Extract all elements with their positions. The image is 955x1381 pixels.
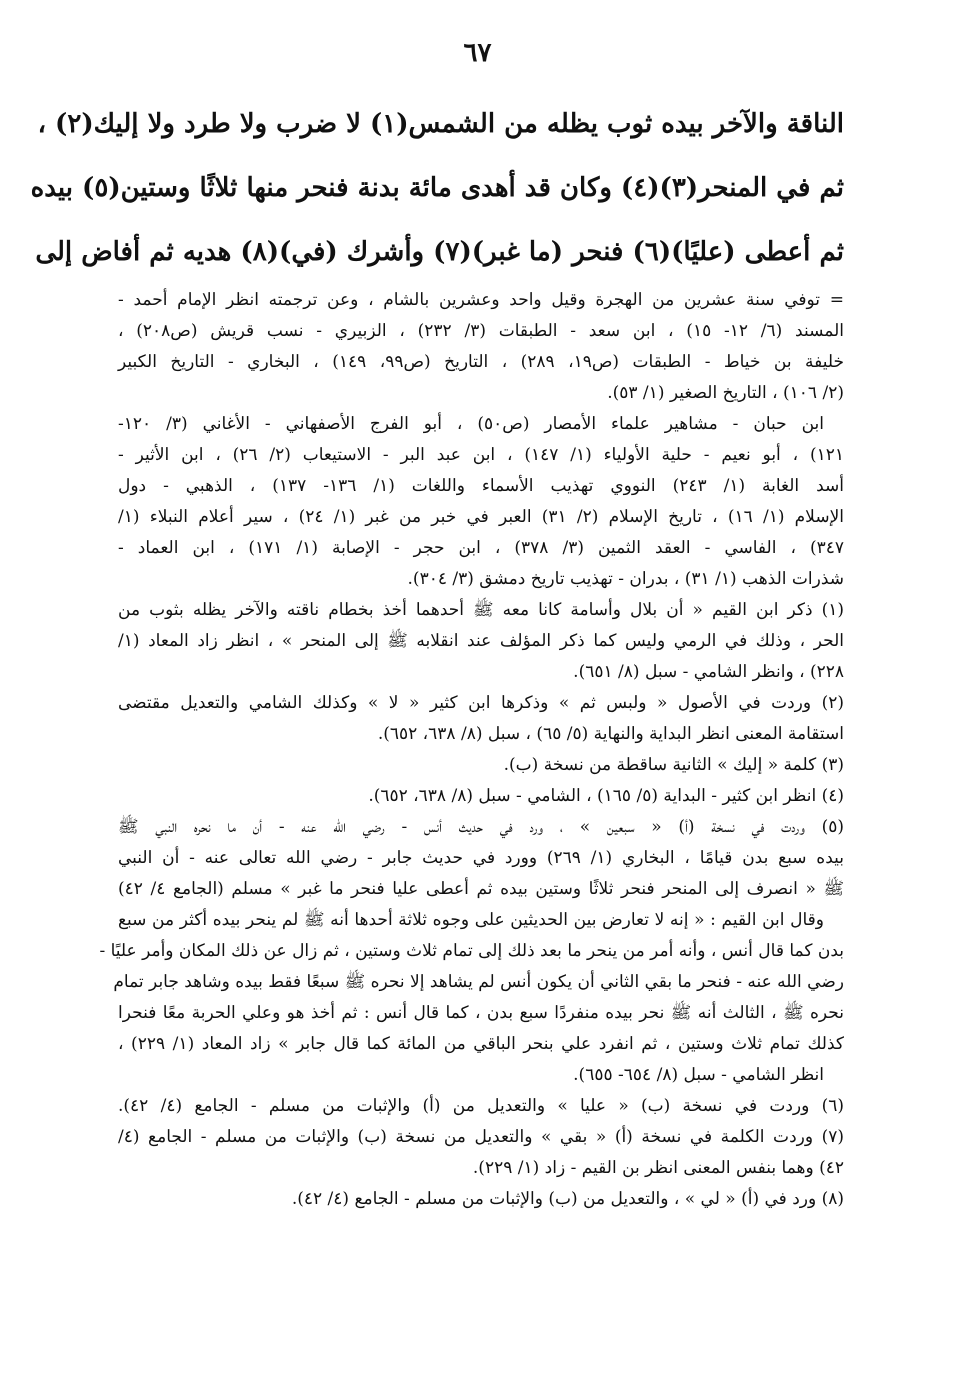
footnote-line: ٤٢) وهما بنفس المعنى انظر بن القيم - زاد (١/ ٢٢٩). [472, 1158, 844, 1178]
footnote-line: انظر الشامي - سبل (٨/ ٦٥٤- ٦٥٥). [573, 1065, 824, 1085]
footnotes [99, 285, 845, 1215]
footnote-line: (٧) وردت الكلمة في نسخة (أ) « بقي » والتعديل من نسخة (ب) والإثبات من مسلم - الجامع (٤/ [118, 1127, 844, 1147]
main-text-line: الناقة والآخر بيده ثوب يظله من الشمس(١) لا ضرب ولا طرد ولا إليك(٢) ، [37, 109, 844, 139]
footnote-line: ﷺ « انصرف إلى المنحر فنحر ثلاثًا وستين بيده ثم أعطى عليا فنحر ما غبر » مسلم (الجامع ٤/ ٤٢) [118, 879, 844, 899]
footnote-line: (٥) وردت في نسخة (أ) « سبعين » ، ورد في حديث أنس - رضي الله عنه - أن ما نحره النبي ﷺ [118, 817, 844, 837]
footnote-line: خليفة بن خياط - الطبقات (ص١٩، ٢٨٩) ، التاريخ (ص٩٩، ١٤٩) ، البخاري - التاريخ الكبير [118, 352, 844, 372]
footnote-line: بدن كما قال أنس ، وأنه أمر من ينحر ما بعد ذلك إلى تمام ثلاث وستين ، ثم زال عن ذلك المكان وأمر عليًا - [99, 941, 844, 961]
page-number: ٦٧ [463, 38, 492, 68]
footnote-line: كذلك تمام ثلاث وستين ، ثم انفرد علي بنحر الباقي من المائة كما قال جابر » زاد المعاد (١/ ٢٢٩) ، [118, 1034, 844, 1054]
footnote-line: استقامة المعنى انظر البداية والنهاية (٥/ ٦٥) ، سبل (٨/ ٦٣٨، ٦٥٢). [377, 724, 844, 744]
footnote-line: = توفي سنة عشرين من الهجرة وقيل واحد وعشرين بالشام ، وعن ترجمته انظر الإمام أحمد - [118, 290, 844, 310]
footnote-line: ١٢١) ، أبو نعيم - حلية الأولياء (١/ ١٤٧) ، ابن عبد البر - الاستيعاب (٢/ ٢٦) ، ابن الأثير - [118, 445, 844, 465]
footnote-line: (٦) وردت في نسخة (ب) « عليا » والتعديل من (أ) والإثبات من مسلم - الجامع (٤/ ٤٢). [118, 1096, 845, 1116]
footnote-line: (٤) انظر ابن كثير - البداية (٥/ ١٦٥) ، الشامي - سبل (٨/ ٦٣٨، ٦٥٢). [368, 786, 844, 806]
footnote-line: الإسلام (١/ ١٦) ، تاريخ الإسلام (٢/ ٣١) العبر في خبر من غبر (١/ ٢٤) ، سير أعلام النبلاء (١/ [118, 507, 844, 527]
main-text-line: ثم في المنحر(٣)(٤) وكان قد أهدى مائة بدنة فنحر منها ثلاثًا وستين(٥) بيده [30, 173, 844, 203]
footnote-line: نحره ﷺ ، الثالث أنه ﷺ نحر بيده منفردًا سبع بدن ، كما قال أنس : ثم أخذ هو وعلي الحربة معًا فنحرا [118, 1003, 844, 1023]
footnote-line: الحر ، وذلك في الرمي وليس كما ذكر المؤلف عند انقلابه ﷺ إلى المنحر » ، انظر زاد المعاد (١/ [118, 631, 844, 651]
footnote-line: شذرات الذهب (١/ ٣١) ، بدران - تهذيب تاريخ دمشق (٣/ ٣٠٤). [407, 569, 844, 589]
footnote-line: رضي الله عنه - فنحر ما بقي الثاني أن يكون أنس لم يشاهد إلا نحره ﷺ سبعًا فقط بيده وشاهد جابر تمام [113, 972, 844, 992]
footnote-line: (١) ذكر ابن القيم « أن بلال وأسامة كانا معه ﷺ أحدهما أخذ بخطام ناقته والآخر يظله بثوب من [118, 600, 844, 620]
footnote-line: بيده سبع بدن قيامًا ، البخاري (١/ ٢٦٩) وورد في حديث جابر - رضي الله تعالى عنه - أن النبي [118, 848, 844, 868]
main-text [30, 92, 844, 284]
footnote-line: ٢٢٨) ، وانظر الشامي - سبل (٨/ ٦٥١). [573, 662, 844, 682]
footnote-line: (٢) وردت في الأصول « ولبس ثم » وذكرها ابن كثير « لا » وكذلك الشامي والتعديل مقتضى [118, 693, 844, 713]
footnote-line: (٢/ ١٠٦) ، التاريخ الصغير (١/ ٥٣). [607, 383, 844, 403]
footnote-line: ابن حبان - مشاهير علماء الأمصار (ص٥٠) ، أبو الفرج الأصفهاني - الأغاني (٣/ ١٢٠- [118, 414, 824, 434]
footnote-line: ٣٤٧) ، الفاسي - العقد الثمين (٣/ ٣٧٨) ، ابن حجر - الإصابة (١/ ١٧١) ، ابن العماد - [118, 538, 844, 558]
footnote-line: وقال ابن القيم : « إنه لا تعارض بين الحديثين على وجوه ثلاثة أحدها أنه ﷺ لم ينحر بيده أكثر من سبع [118, 910, 824, 930]
main-text-line: ثم أعطى (عليًا)(٦) فنحر (ما غبر)(٧) وأشرك (في)(٨) هديه ثم أفاض إلى [35, 237, 844, 267]
footnote-line: أسد الغابة (١/ ٢٤٣) النووي تهذيب الأسماء واللغات (١/ ١٣٦- ١٣٧) ، الذهبي - دول [118, 476, 844, 496]
footnote-line: المسند (٦/ ١٢- ١٥) ، ابن سعد - الطبقات (٣/ ٢٣٢) ، الزبيري - نسب قريش (ص٢٠٨) ، [118, 321, 844, 341]
footnote-line: (٨) ورد في (أ) « لي » ، والتعديل من (ب) والإثبات من مسلم - الجامع (٤/ ٤٢). [291, 1189, 844, 1209]
footnote-line: (٣) كلمة « إليك » الثانية ساقطة من نسخة (ب). [503, 755, 844, 775]
